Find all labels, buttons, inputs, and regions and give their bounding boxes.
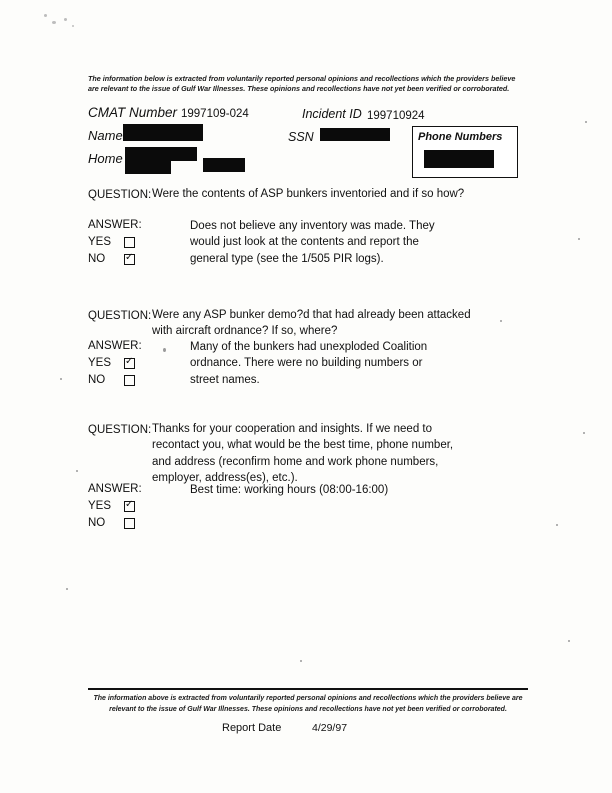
scan-artifact: [60, 378, 62, 380]
yes-label-3: YES: [88, 500, 112, 512]
redaction-phone: [424, 150, 494, 168]
no-label-3: NO: [88, 517, 106, 529]
scan-artifact: [66, 588, 68, 590]
question-text-1: Were the contents of ASP bunkers inventoried and if so how?: [152, 188, 465, 200]
scan-artifact: [500, 320, 502, 322]
yes-checkbox-mark-3: ✓: [125, 499, 134, 510]
answer-text-3: Best time: working hours (08:00-16:00): [190, 484, 389, 496]
redaction-home-3: [203, 158, 245, 172]
scan-artifact: [44, 14, 47, 17]
redaction-home-1: [125, 147, 197, 161]
no-checkbox-mark-1: ✓: [125, 252, 134, 263]
cmat-number-value: 1997109-024: [181, 108, 249, 120]
scan-artifact: [52, 21, 56, 24]
redaction-home-2: [125, 161, 171, 174]
scan-artifact: [64, 18, 67, 21]
phone-numbers-label: Phone Numbers: [418, 131, 503, 143]
scan-artifact: [76, 470, 78, 472]
footer-disclaimer-note: The information above is extracted from voluntarily reported personal opinions and recollections which the providers believe are relevant to the issue of Gulf War Illnesses. These opinions and recollections have not yet been verified or corroborated.: [93, 695, 523, 713]
yes-label-1: YES: [88, 236, 112, 248]
header-disclaimer-note: The information below is extracted from voluntarily reported personal opinions and recollections which the providers believe are relevant to the issue of Gulf War Illnesses. These opinions and recollections have not yet been verified or corroborated.: [88, 74, 516, 94]
scan-artifact: [163, 348, 166, 352]
scan-artifact: [300, 660, 302, 662]
answer-text-2: Many of the bunkers had unexploded Coalition ordnance. There were no building numbers or street names.: [190, 341, 428, 386]
no-label-2: NO: [88, 374, 106, 386]
yes-checkbox-1[interactable]: [124, 237, 135, 248]
question-label-2: QUESTION:: [88, 310, 152, 322]
answer-label-2: ANSWER:: [88, 340, 142, 352]
name-label: Name: [88, 128, 123, 143]
cmat-number-label: CMAT Number: [88, 105, 178, 120]
ssn-label: SSN: [288, 130, 314, 144]
incident-id-label: Incident ID: [302, 107, 362, 121]
footer-divider: [88, 688, 528, 690]
scan-artifact: [583, 432, 585, 434]
no-checkbox-2[interactable]: [124, 375, 135, 386]
yes-checkbox-mark-2: ✓: [125, 356, 134, 367]
question-label-1: QUESTION:: [88, 189, 152, 201]
scan-artifact: [568, 640, 570, 642]
scan-artifact: [585, 121, 587, 123]
incident-id-value: 199710924: [367, 110, 425, 122]
scan-artifact: [578, 238, 580, 240]
answer-label-3: ANSWER:: [88, 483, 142, 495]
scan-artifact: [556, 524, 558, 526]
question-label-3: QUESTION:: [88, 424, 152, 436]
question-text-3: Thanks for your cooperation and insights. If we need to recontact you, what would be the best time, phone number, and address (reconfirm home and work phone numbers, employer, address(es), etc.).: [152, 423, 454, 484]
home-label: Home: [88, 151, 123, 166]
question-text-2: Were any ASP bunker demo?d that had already been attacked with aircraft ordnance? If so, where?: [152, 309, 471, 338]
redaction-ssn: [320, 128, 390, 141]
report-date-value: 4/29/97: [312, 722, 348, 734]
answer-label-1: ANSWER:: [88, 219, 142, 231]
no-label-1: NO: [88, 253, 106, 265]
no-checkbox-3[interactable]: [124, 518, 135, 529]
yes-label-2: YES: [88, 357, 112, 369]
redaction-name: [123, 124, 203, 141]
scan-artifact: [72, 25, 74, 27]
report-date-label: Report Date: [222, 722, 282, 734]
answer-text-1: Does not believe any inventory was made. They would just look at the contents and report the general type (see the 1/505 PIR logs).: [190, 220, 435, 265]
